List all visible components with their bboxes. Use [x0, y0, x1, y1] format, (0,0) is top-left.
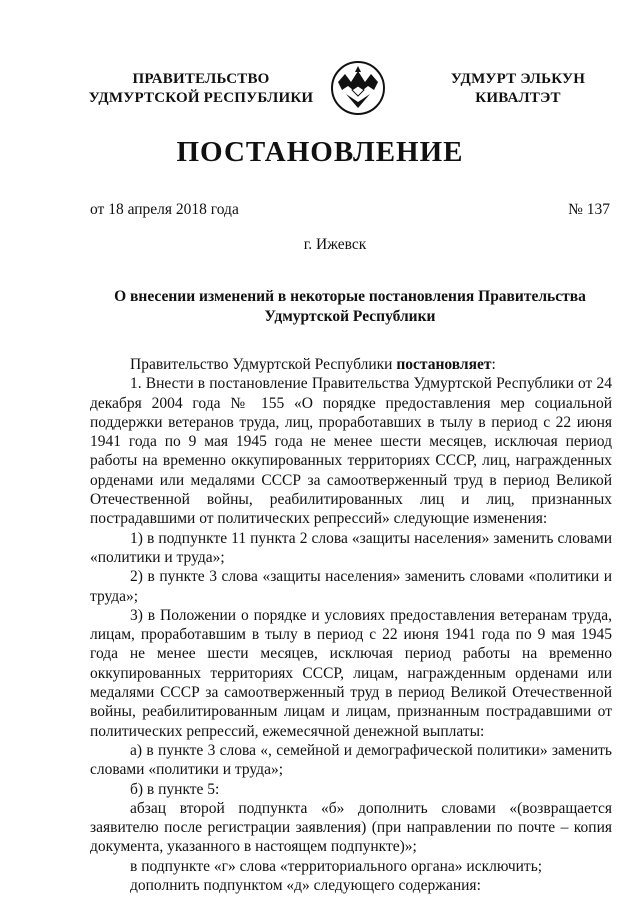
document-city: г. Ижевск	[303, 236, 367, 253]
document-number: № 137	[568, 201, 610, 218]
org-name-udmurt	[428, 70, 608, 108]
title-line1: О внесении изменений в некоторые постановления Правительства	[114, 288, 586, 305]
org-right-line1: УДМУРТ ЭЛЬКУН	[450, 71, 586, 87]
paragraph: 1. Внести в постановление Правительства Удмуртской Республики от 24 декабря 2004 года № 155 «О порядке предоставления мер социальной поддержки ветеранов труда, лиц, проработавших в тылу в период с 22 июня 1941 года по 9 мая 1945 года не менее шести месяцев, исключая период работы на временно оккупированных территориях СССР, лиц, награжденных орденами или медалями СССР за самоотверженный труд в период Великой Отечественной войны, реабилитированных лиц и лиц, признанных пострадавшими от политических репрессий» следующие изменения:	[90, 375, 612, 528]
paragraph: б) в пункте 5:	[130, 780, 220, 798]
coat-of-arms-emblem-icon	[330, 60, 386, 116]
org-name-russian	[86, 70, 316, 108]
org-left-line1: ПРАВИТЕЛЬСТВО	[132, 71, 270, 87]
paragraph: 2) в пункте 3 слова «защиты населения» заменить словами «политики и труда»;	[90, 568, 612, 605]
org-right-line2: КИВАЛТЭТ	[475, 90, 561, 106]
paragraph: а) в пункте 3 слова «, семейной и демографической политики» заменить словами «политики и труда»;	[90, 741, 612, 779]
paragraph: абзац второй подпункта «б» дополнить словами «(возвращается заявителю после регистрации заявления) (при направлении по почте – копия документа, указанного в настоящем подпункте)»;	[90, 799, 612, 856]
title-line2: Удмуртской Республики	[264, 308, 436, 325]
intro-bold-verb: постановляет	[396, 356, 492, 373]
intro-paragraph	[90, 355, 612, 374]
document-body	[90, 355, 612, 895]
paragraph: 1) в подпункте 11 пункта 2 слова «защиты населения» заменить словами «политики и труда»;	[90, 529, 612, 566]
intro-suffix: :	[491, 356, 496, 373]
org-left-line2: УДМУРТСКОЙ РЕСПУБЛИКИ	[88, 90, 314, 106]
document-date: от 18 апреля 2018 года	[90, 201, 239, 218]
document-title	[90, 287, 610, 327]
paragraph: дополнить подпунктом «д» следующего содержания:	[130, 877, 481, 895]
document-type: ПОСТАНОВЛЕНИЕ	[176, 136, 464, 168]
intro-prefix: Правительство Удмуртской Республики	[130, 356, 397, 373]
paragraph: 3) в Положении о порядке и условиях предоставления ветеранам труда, лицам, проработавшим в тылу в период с 22 июня 1941 года по 9 мая 1945 года не менее шести месяцев, исключая период работы на временно оккупированных территориях СССР, лицам, награжденным орденами или медалями СССР за самоотверженный труд в период Великой Отечественной войны, реабилитированным лицам и лицам, признанным пострадавшими от политических репрессий, ежемесячной денежной выплаты:	[90, 606, 612, 740]
paragraph: в подпункте «г» слова «территориального органа» исключить;	[130, 857, 543, 875]
